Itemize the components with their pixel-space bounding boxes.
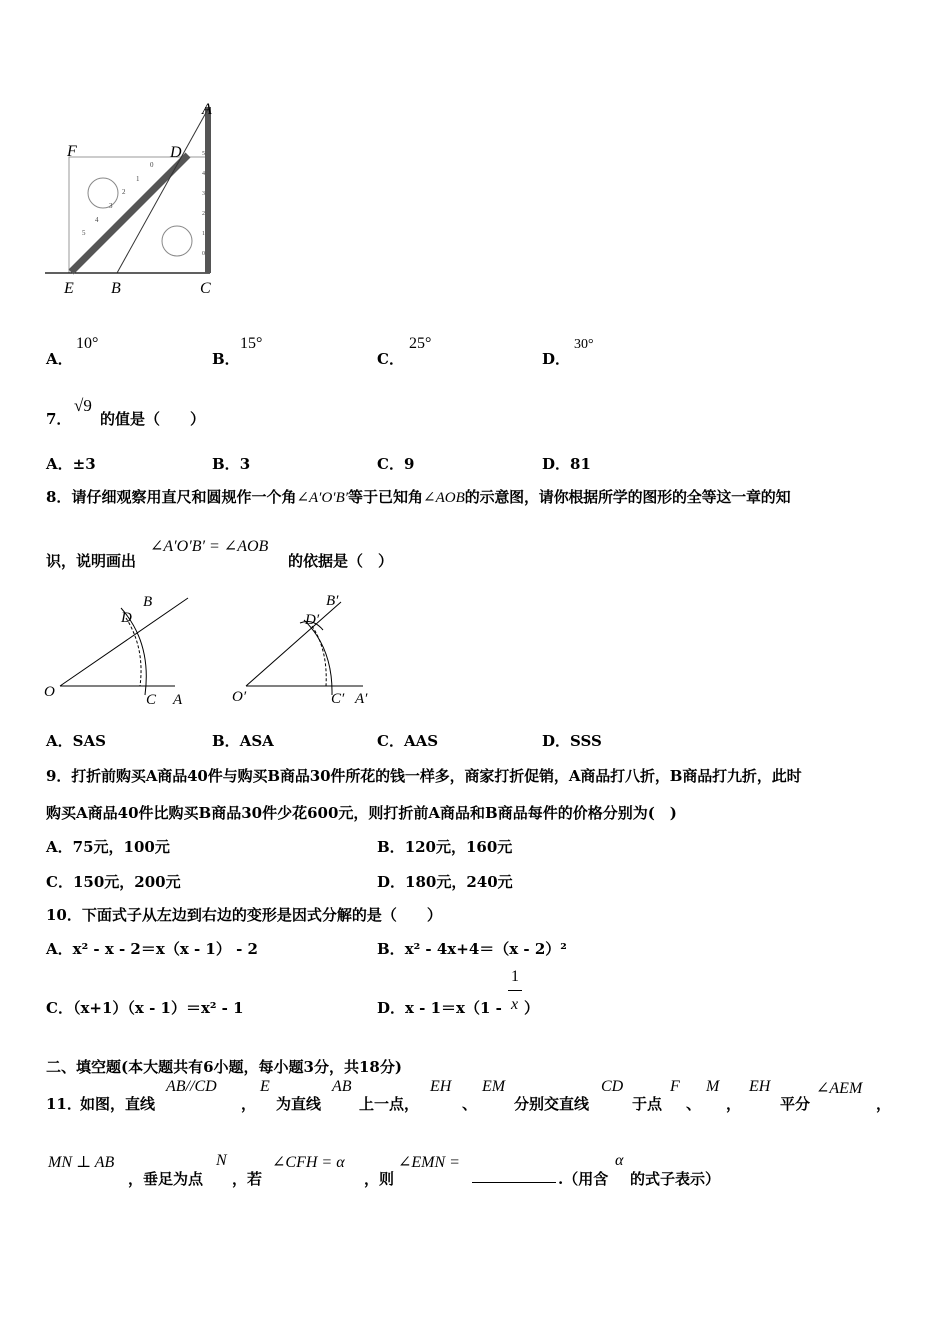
option-letter: B． (212, 350, 240, 368)
q8-stem-line1 (46, 486, 926, 510)
q10-option-a[interactable] (46, 938, 258, 959)
option-letter: B． (212, 732, 240, 750)
option-value: ±3 (72, 455, 96, 473)
q11-math: AB (332, 1078, 352, 1095)
q6-label-f: F (67, 143, 77, 160)
q6-option-c[interactable] (377, 335, 527, 368)
fraction-numerator: 1 (511, 968, 519, 985)
q8-label-d: D (121, 610, 132, 626)
q9-option-d[interactable] (377, 871, 513, 892)
q6-option-a[interactable] (46, 335, 196, 368)
q9-option-a[interactable] (46, 836, 170, 857)
option-value: AAS (403, 732, 439, 750)
q6-ruler-tick: 1 (136, 175, 140, 183)
q11-text: 分别交直线 (514, 1095, 590, 1113)
q11-math: ∠EMN = (398, 1154, 460, 1171)
q11-math: ∠CFH = α (272, 1154, 345, 1171)
q7-option-c[interactable] (377, 453, 414, 474)
q8-label-a: A (173, 692, 183, 708)
q6-line-ba (117, 109, 208, 273)
q10-option-d[interactable] (377, 968, 577, 1020)
q8-label-b-prime: B′ (326, 593, 339, 609)
q6-ruler-hole-2 (162, 226, 192, 256)
q8-option-d[interactable] (542, 730, 602, 751)
option-letter: C． (377, 455, 404, 473)
q11-math: EH (749, 1078, 771, 1095)
q6-label-d: D (170, 144, 182, 161)
option-letter: C． (377, 732, 404, 750)
option-letter: A． (46, 940, 73, 958)
question-number: 8． (46, 488, 72, 506)
q11-text: 如图，直线 (80, 1095, 156, 1113)
option-letter: D． (542, 732, 571, 750)
q11-text: 于点 (632, 1095, 663, 1113)
q6-ruler-tick: 5 (82, 229, 86, 237)
q6-ruler-tick: 3 (109, 202, 113, 210)
option-value: 15° (240, 335, 263, 352)
q8-figure-constructed (228, 588, 388, 713)
option-value: （x+1）（x - 1）＝x² - 1 (72, 999, 244, 1017)
option-value-prefix: x - 1＝x（1 - (405, 999, 502, 1017)
q11-text: ，则 (364, 1170, 395, 1188)
q7-option-b[interactable] (212, 453, 250, 474)
q8-arc-dashed (126, 618, 141, 686)
option-letter: A． (46, 838, 73, 856)
q11-text: 平分 (780, 1095, 811, 1113)
q8-label-o: O (44, 684, 55, 700)
q6-option-d[interactable] (542, 335, 692, 368)
q11-math: MN ⊥ AB (48, 1154, 115, 1171)
section-title: 二、填空题(本大题共有6小题，每小题3分，共18分) (46, 1058, 402, 1076)
option-value: 180元，240元 (405, 873, 513, 891)
option-value: 150元，200元 (72, 873, 181, 891)
q10-option-c[interactable] (46, 997, 244, 1018)
q8-arc-dashed (312, 626, 326, 686)
q6-ruler-tick: 0 (202, 251, 205, 257)
option-letter: D． (377, 999, 406, 1017)
option-letter: A． (46, 732, 73, 750)
option-letter: D． (542, 455, 571, 473)
q9-stem-line2 (46, 802, 916, 823)
question-number: 7． (46, 410, 72, 428)
q11-math: EH (430, 1078, 452, 1095)
q7-option-d[interactable] (542, 453, 591, 474)
q8-option-c[interactable] (377, 730, 438, 751)
q8-label-o-prime: O′ (232, 689, 247, 705)
q6-ruler-tick: 3 (202, 191, 205, 197)
q8-angle-a-prime: ∠A′O′B′ (296, 490, 349, 506)
option-value: x² - x - 2＝x（x - 1） - 2 (72, 940, 258, 958)
q11-answer-blank[interactable] (472, 1170, 556, 1183)
q11-text: 为直线 (276, 1095, 322, 1113)
q8-label-d-prime: D′ (305, 612, 320, 628)
option-letter: C． (377, 350, 404, 368)
q11-line2 (46, 1152, 926, 1188)
q6-ruler-tick: 0 (150, 161, 154, 169)
q6-ruler-tick: 4 (95, 216, 99, 224)
q11-math: EM (482, 1078, 506, 1095)
q11-math: CD (601, 1078, 624, 1095)
q9-text: 打折前购买A商品40件与购买B商品30件所花的钱一样多，商家打折促销，A商品打八折，B商品打九折，此时 (71, 767, 802, 785)
q8-option-b[interactable] (212, 730, 274, 751)
q11-text: ， (726, 1095, 742, 1113)
q11-text: ，若 (232, 1170, 263, 1188)
q11-text: 的式子表示） (630, 1170, 721, 1188)
q7-sqrt-expression: √9 (74, 396, 92, 415)
q6-ruler-tick: 4 (202, 171, 205, 177)
q11-math: E (260, 1078, 270, 1095)
option-value: SSS (570, 732, 602, 750)
option-letter: A． (46, 455, 73, 473)
q11-math: ∠AEM (816, 1080, 863, 1097)
q9-text: 购买A商品40件比购买B商品30件少花600元，则打折前A商品和B商品每件的价格分别为( ) (46, 804, 677, 822)
fraction-bar (508, 990, 522, 991)
q9-stem-line1 (46, 765, 916, 786)
q11-text: 上一点， (359, 1095, 420, 1113)
option-letter: C． (46, 999, 73, 1017)
q8-text: 的示意图，请你根据所学的图形的全等这一章的知 (464, 488, 791, 506)
q7-stem (46, 396, 346, 432)
q8-text: 识，说明画出 (46, 552, 137, 570)
option-value: SAS (72, 732, 106, 750)
option-value: 30° (574, 337, 594, 352)
q11-text: ， (241, 1095, 257, 1113)
option-letter: B． (212, 455, 240, 473)
q6-option-b[interactable] (212, 335, 362, 368)
q6-label-e: E (64, 280, 74, 297)
option-letter: C． (46, 873, 73, 891)
option-value: 3 (239, 455, 251, 473)
q6-label-a: A (202, 101, 212, 118)
option-value: 25° (409, 335, 432, 352)
q11-line1 (46, 1078, 926, 1114)
q11-text: 、 (686, 1095, 702, 1113)
q8-label-c-prime: C′ (331, 691, 345, 707)
q11-text: 、 (462, 1095, 478, 1113)
q11-math: N (216, 1152, 227, 1169)
q9-option-b[interactable] (377, 836, 512, 857)
option-value: 10° (76, 335, 99, 352)
q7-option-a[interactable] (46, 453, 96, 474)
q11-text: ，垂足为点 (128, 1170, 204, 1188)
q8-text: 的依据是（ ） (288, 552, 394, 570)
option-value: 75元，100元 (72, 838, 170, 856)
option-letter: B． (377, 940, 405, 958)
q8-figure-original (40, 588, 200, 713)
q11-math: F (670, 1078, 680, 1095)
q10-option-b[interactable] (377, 938, 567, 959)
q8-label-b: B (143, 594, 153, 610)
option-value: 120元，160元 (404, 838, 513, 856)
option-letter: D． (542, 350, 571, 368)
option-value: 81 (570, 455, 591, 473)
q6-ruler-tick: 5 (202, 151, 205, 157)
q11-math: α (615, 1152, 624, 1169)
question-number: 11． (46, 1095, 82, 1113)
option-letter: A． (46, 350, 73, 368)
option-letter: D． (377, 873, 406, 891)
q7-stem-text: 的值是（ ） (100, 410, 206, 428)
option-value-suffix: ） (524, 999, 540, 1017)
q6-ruler-tick: 2 (122, 188, 126, 196)
q10-text: 下面式子从左边到右边的变形是因式分解的是（ ） (81, 906, 442, 924)
q8-label-a-prime: A′ (355, 691, 368, 707)
question-number: 9． (46, 767, 72, 785)
q9-option-c[interactable] (46, 871, 181, 892)
option-value: 9 (403, 455, 415, 473)
q8-stem-line2 (46, 536, 546, 572)
q8-label-c: C (146, 692, 157, 708)
q8-text: 请仔细观察用直尺和圆规作一个角 (71, 488, 297, 506)
q8-ray-o-b-prime (246, 602, 341, 686)
q8-angle-equation: ∠A′O′B′ = ∠AOB (150, 538, 269, 555)
option-value: ASA (239, 732, 274, 750)
q11-math: AB//CD (166, 1078, 217, 1095)
option-letter: B． (377, 838, 405, 856)
q6-ruler-tick: 2 (202, 211, 205, 217)
q6-label-b: B (111, 280, 121, 297)
q10-stem (46, 904, 442, 925)
q6-label-c: C (200, 280, 211, 297)
option-value: x² - 4x+4＝（x - 2）² (404, 940, 567, 958)
question-number: 10． (46, 906, 82, 924)
q6-ruler-hole-1 (88, 178, 118, 208)
q8-angle-aob: ∠AOB (423, 490, 465, 506)
q11-text: .（用含 (558, 1170, 609, 1188)
q6-figure (40, 95, 230, 305)
q6-ruler-tick: 1 (202, 231, 205, 237)
q11-math: M (706, 1078, 720, 1095)
q8-text: 等于已知角 (348, 488, 424, 506)
q8-option-a[interactable] (46, 730, 106, 751)
fraction-denominator: x (511, 996, 519, 1013)
q11-text: ， (876, 1095, 892, 1113)
